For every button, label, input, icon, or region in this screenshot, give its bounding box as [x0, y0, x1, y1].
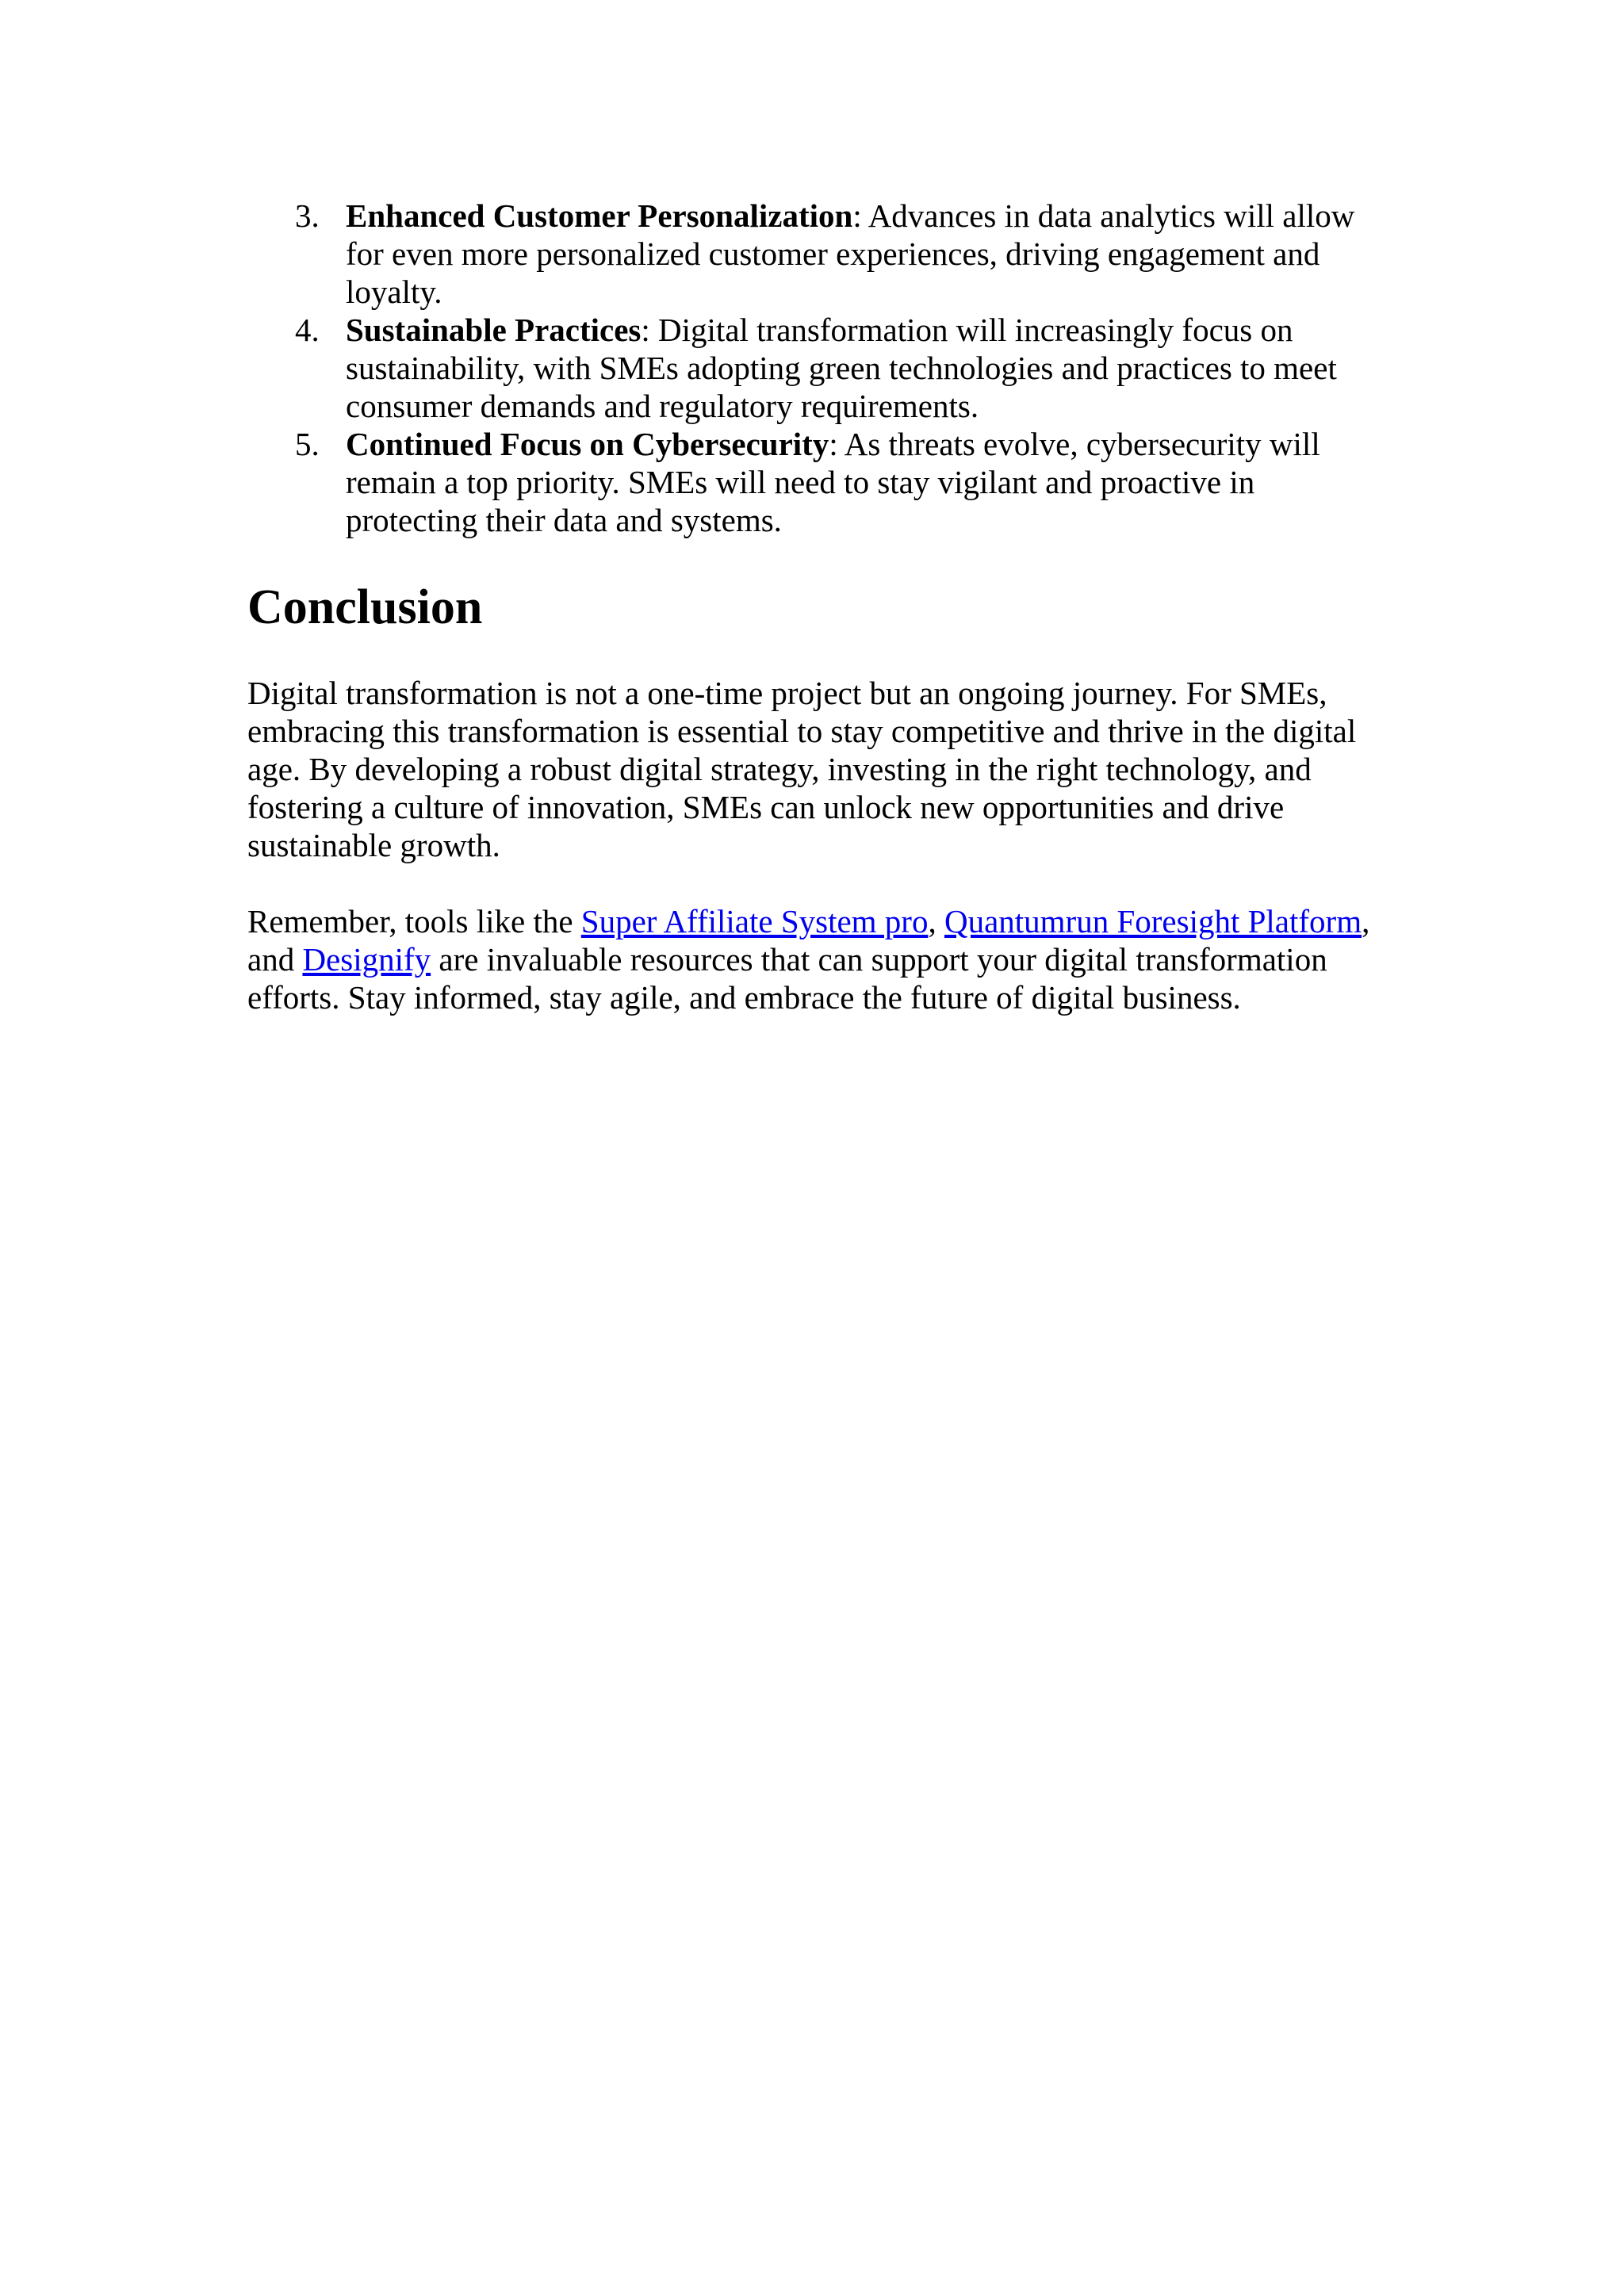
designify-link[interactable]: Designify — [302, 941, 431, 978]
resources-paragraph — [247, 902, 1381, 1016]
list-item-number: 3. — [295, 197, 320, 234]
list-item — [247, 425, 1381, 539]
list-item-text: : As threats evolve, cybersecurity will remain a top priority. SMEs will need to stay vigilant and proactive in protecting their data and systems. — [346, 426, 1320, 538]
list-item-number: 4. — [295, 312, 320, 348]
list-item-text: : Digital transformation will increasingly focus on sustainability, with SMEs adopting green technologies and practices to meet consumer demands and regulatory requirements. — [346, 312, 1337, 424]
list-item-title: Sustainable Practices — [346, 312, 642, 348]
quantumrun-foresight-link[interactable]: Quantumrun Foresight Platform — [944, 903, 1362, 939]
list-item-text: : Advances in data analytics will allow for even more personalized customer experiences, driving engagement and loyalty. — [346, 197, 1355, 310]
section-heading-conclusion: Conclusion — [247, 580, 483, 634]
link-separator: , — [928, 903, 944, 939]
list-item-title: Enhanced Customer Personalization — [346, 197, 853, 234]
list-item-number: 5. — [295, 426, 320, 462]
conclusion-paragraph: Digital transformation is not a one-time project but an ongoing journey. For SMEs, embracing this transformation is essential to stay competitive and thrive in the digital age. By developing a robust digital strategy, investing in the right technology, and fostering a culture of innovation, SMEs can unlock new opportunities and drive sustainable growth. — [247, 675, 1357, 863]
document-content — [247, 197, 1381, 1016]
resources-outro: are invaluable resources that can support your digital transformation efforts. Stay informed, stay agile, and embrace the future of digital business. — [247, 941, 1327, 1016]
trends-list — [247, 197, 1381, 539]
list-item — [247, 311, 1381, 425]
resources-intro: Remember, tools like the — [247, 903, 581, 939]
list-item-title: Continued Focus on Cybersecurity — [346, 426, 829, 462]
super-affiliate-system-link[interactable]: Super Affiliate System pro — [580, 903, 929, 939]
list-item — [247, 197, 1381, 311]
link-separator: , and — [247, 903, 1370, 978]
